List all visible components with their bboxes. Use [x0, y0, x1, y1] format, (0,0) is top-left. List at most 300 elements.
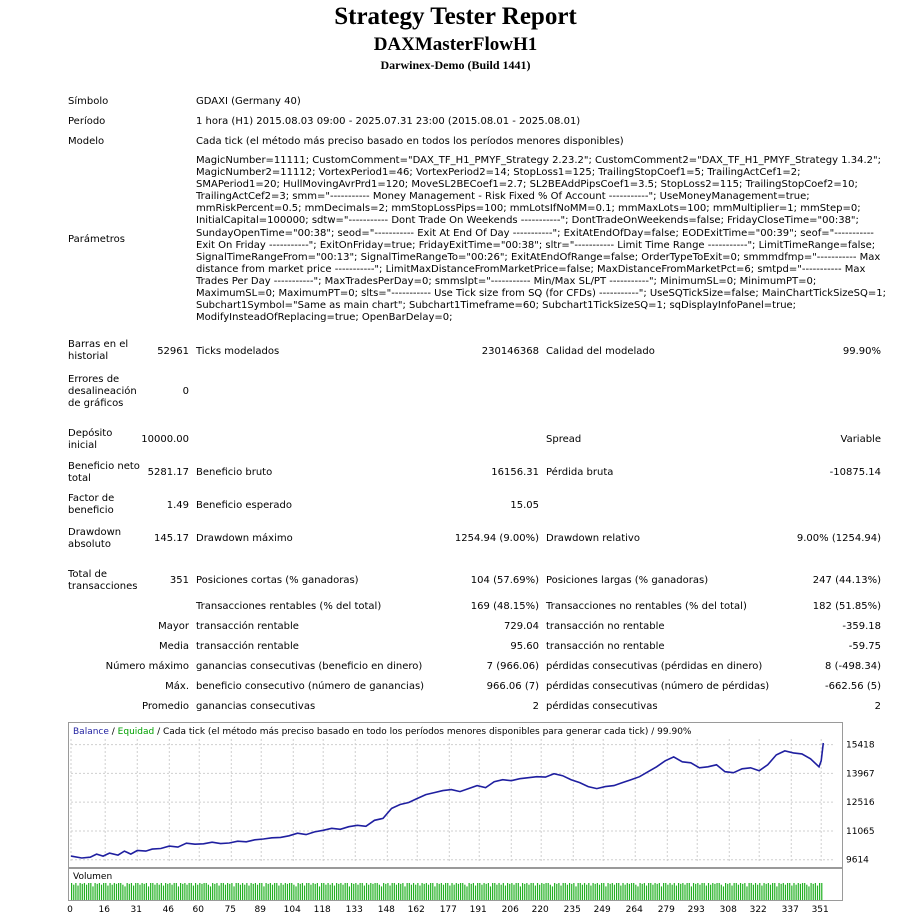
volume-bar [424, 884, 425, 900]
volume-bar [439, 884, 440, 900]
volume-bar [142, 883, 143, 900]
volume-bar [127, 883, 128, 900]
volume-bar [815, 883, 816, 900]
volume-bar [449, 886, 450, 900]
volume-bar [86, 885, 87, 900]
legend-model: Cada tick (el método más preciso basado en todo los períodos menores disponibles para generar cada tick) / 99.90% [162, 727, 692, 737]
volume-bar [625, 885, 626, 900]
volume-bar [298, 883, 299, 900]
volume-bar [565, 883, 566, 900]
volume-bar [304, 886, 305, 900]
volume-bar [590, 886, 591, 900]
volume-bar [447, 883, 448, 900]
volume-bar [533, 883, 534, 900]
x-axis-ticks [67, 905, 829, 915]
volume-bar [483, 883, 484, 900]
volume-bar [372, 884, 373, 900]
params-label: Parámetros [68, 234, 125, 245]
volume-bar [261, 883, 262, 900]
errors-value: 0 [182, 386, 189, 397]
volume-bar [471, 884, 472, 900]
volume-bar [595, 884, 596, 900]
volume-bar [509, 884, 510, 900]
max-consecutive-profit-value: 966.06 (7) [486, 681, 539, 692]
total-trades-value: 351 [169, 575, 189, 586]
volume-bar [629, 884, 630, 900]
volume-bar [689, 883, 690, 900]
volume-bar [535, 886, 536, 900]
volume-bar [800, 884, 801, 900]
volume-bar [486, 884, 487, 900]
volume-bar [672, 885, 673, 900]
volume-bar [389, 886, 390, 900]
x-tick-label: 148 [377, 905, 395, 915]
volume-bar [560, 886, 561, 900]
volume-bar [368, 885, 369, 900]
volume-bar [227, 883, 228, 900]
balance-series-line [71, 743, 823, 858]
dd-absolute-label: Drawdown absoluto [68, 527, 122, 550]
avg-consecutive-losses-value: 2 [874, 701, 881, 712]
volume-bar [270, 883, 271, 900]
volume-bar [503, 883, 504, 900]
volume-bar [659, 883, 660, 900]
volume-bar [682, 883, 683, 900]
volume-bar [531, 883, 532, 900]
volume-bar [633, 883, 634, 900]
volume-bar [443, 885, 444, 900]
profit-trades-label: Transacciones rentables (% del total) [196, 601, 382, 612]
average-profit-value: 95.60 [510, 641, 539, 652]
average-loss-value: -59.75 [848, 641, 881, 652]
volume-bar [319, 886, 320, 900]
volume-bar [770, 885, 771, 900]
volume-bar [114, 883, 115, 900]
volume-bar [746, 886, 747, 900]
loss-trades-label: Transacciones no rentables (% del total) [546, 601, 747, 612]
y-tick-label: 9614 [846, 855, 869, 866]
volume-bar [413, 883, 414, 900]
volume-bar [379, 885, 380, 900]
volume-bar [721, 885, 722, 900]
volume-bar [362, 883, 363, 900]
volume-bar [135, 883, 136, 900]
deposit-value: 10000.00 [141, 434, 189, 445]
volume-bar [137, 883, 138, 900]
volume-bar [101, 885, 102, 900]
volume-bar [678, 883, 679, 900]
gross-profit-value: 16156.31 [491, 467, 539, 478]
volume-bar [648, 883, 649, 900]
volume-bar [272, 885, 273, 900]
x-tick-label: 60 [192, 905, 204, 915]
volume-bar [753, 885, 754, 900]
volume-bar [159, 885, 160, 900]
x-tick-label: 322 [749, 905, 767, 915]
dd-max-label: Drawdown máximo [196, 533, 293, 544]
bars-value: 52961 [157, 346, 189, 357]
volume-bar [464, 885, 465, 900]
volume-bar [789, 883, 790, 900]
volume-bar [740, 883, 741, 900]
volume-bar [233, 886, 234, 900]
total-trades-label: Total de transacciones [68, 569, 138, 592]
volume-bar [330, 885, 331, 900]
legend-balance: Balance [73, 727, 109, 737]
x-tick-label: 293 [687, 905, 705, 915]
volume-bar [221, 883, 222, 900]
volume-bar [77, 886, 78, 900]
long-positions-value: 247 (44.13%) [812, 575, 881, 586]
volume-bar [766, 884, 767, 900]
volume-bar [727, 884, 728, 900]
volume-bar [676, 886, 677, 900]
volume-bar [496, 885, 497, 900]
volume-bar [182, 884, 183, 900]
volume-bar [193, 886, 194, 900]
loss-trades-value: 182 (51.85%) [812, 601, 881, 612]
volume-bar [537, 883, 538, 900]
x-axis [0, 901, 911, 923]
errors-label: Errores de desalineación de gráficos [68, 374, 137, 409]
volume-bar [154, 885, 155, 900]
volume-bar [462, 883, 463, 900]
ticks-label: Ticks modelados [196, 346, 280, 357]
gross-loss-value: -10875.14 [829, 467, 881, 478]
volume-bar [251, 883, 252, 900]
volume-bar [374, 883, 375, 900]
volume-bar [167, 884, 168, 900]
volume-bar [445, 883, 446, 900]
volume-bar [563, 883, 564, 900]
volume-bar [755, 883, 756, 900]
volume-bar [244, 885, 245, 900]
volume-bar [661, 886, 662, 900]
volume-bar [107, 886, 108, 900]
x-tick-label: 191 [469, 905, 487, 915]
volume-bar [652, 885, 653, 900]
volume-bar [616, 883, 617, 900]
volume-bar [757, 885, 758, 900]
volume-bar [291, 883, 292, 900]
dd-absolute-value: 145.17 [154, 533, 189, 544]
volume-bar [400, 884, 401, 900]
y-tick-label: 11065 [846, 826, 875, 837]
volume-bar [610, 884, 611, 900]
volume-bar [152, 883, 153, 900]
volume-bar [236, 883, 237, 900]
chart-legend [73, 726, 692, 737]
volume-bar [214, 884, 215, 900]
volume-bar [195, 883, 196, 900]
largest-prefix: Mayor [158, 621, 189, 632]
balance-chart-svg [69, 723, 875, 869]
x-tick-label: 162 [407, 905, 425, 915]
volume-bar [522, 883, 523, 900]
volume-bar [265, 883, 266, 900]
volume-bar [300, 884, 301, 900]
model-label: Modelo [68, 136, 105, 147]
short-positions-value: 104 (57.69%) [470, 575, 539, 586]
volume-bar [731, 886, 732, 900]
volume-bar [712, 883, 713, 900]
max-prefix: Máx. [165, 681, 189, 692]
volume-bar [398, 883, 399, 900]
largest-profit-label: transacción rentable [196, 621, 299, 632]
volume-bar [295, 886, 296, 900]
volume-bar [776, 886, 777, 900]
volume-bar [334, 886, 335, 900]
volume-bar [257, 885, 258, 900]
dd-max-value: 1254.94 (9.00%) [454, 533, 539, 544]
volume-bar [716, 883, 717, 900]
volume-bar [749, 883, 750, 900]
volume-bar [588, 883, 589, 900]
volume-bar [810, 883, 811, 900]
avg-consecutive-wins-label: ganancias consecutivas [196, 701, 316, 712]
volume-bar [377, 883, 378, 900]
volume-bar [415, 885, 416, 900]
volume-bar [124, 886, 125, 900]
volume-bar [321, 883, 322, 900]
volume-bar [174, 883, 175, 900]
volume-bar [118, 883, 119, 900]
volume-bar [618, 883, 619, 900]
max-consecutive-profit-label: beneficio consecutivo (número de ganancias) [196, 681, 425, 692]
volume-bar [451, 883, 452, 900]
volume-bar [82, 884, 83, 900]
volume-bar [763, 883, 764, 900]
expected-payoff-value: 15.05 [510, 500, 539, 511]
volume-bar [612, 883, 613, 900]
volume-bar [218, 886, 219, 900]
gross-loss-label: Pérdida bruta [546, 467, 614, 478]
volume-bar [665, 883, 666, 900]
volume-bar [225, 885, 226, 900]
volume-bar [246, 883, 247, 900]
volume-bar [511, 883, 512, 900]
volume-bar [599, 885, 600, 900]
legend-equity: Equidad [117, 727, 155, 737]
volume-bar [657, 884, 658, 900]
legend-separator-2: / [154, 727, 163, 737]
volume-bar [781, 884, 782, 900]
volume-bar [490, 886, 491, 900]
volume-bar [133, 886, 134, 900]
volume-bar [573, 883, 574, 900]
volume-bar [97, 884, 98, 900]
max-consecutive-wins-label: ganancias consecutivas (beneficio en dinero) [196, 661, 423, 672]
volume-bar [774, 883, 775, 900]
volume-bar [456, 883, 457, 900]
volume-bar [92, 886, 93, 900]
volume-bar [129, 884, 130, 900]
volume-bar [556, 884, 557, 900]
volume-bar [302, 883, 303, 900]
volume-bar [646, 886, 647, 900]
volume-bar [554, 883, 555, 900]
volume-bar [285, 883, 286, 900]
volume-bar [255, 883, 256, 900]
volume-bar [394, 883, 395, 900]
volume-bar [280, 883, 281, 900]
volume-bar [687, 883, 688, 900]
volume-bar [571, 884, 572, 900]
volume-bar [806, 885, 807, 900]
volume-bar [231, 883, 232, 900]
volume-bar [150, 883, 151, 900]
volume-bar [601, 883, 602, 900]
volume-bar [131, 883, 132, 900]
volume-bar [80, 883, 81, 900]
volume-bar [169, 883, 170, 900]
volume-bar [607, 883, 608, 900]
volume-bar [73, 885, 74, 900]
average-loss-label: transacción no rentable [546, 641, 665, 652]
volume-bar [736, 883, 737, 900]
volume-label: Volumen [73, 872, 113, 882]
volume-bar [701, 883, 702, 900]
profit-factor-value: 1.49 [166, 500, 189, 511]
volume-bar [637, 886, 638, 900]
volume-bar [216, 883, 217, 900]
volume-bar [751, 883, 752, 900]
volume-bar [494, 883, 495, 900]
x-tick-label: 16 [98, 905, 110, 915]
volume-bar [785, 885, 786, 900]
max-consecutive-loss-value: -662.56 (5) [825, 681, 881, 692]
volume-bar [817, 886, 818, 900]
volume-bar [201, 884, 202, 900]
volume-bar [276, 883, 277, 900]
volume-bar [103, 883, 104, 900]
volume-chart [68, 868, 843, 901]
volume-bar [165, 883, 166, 900]
volume-bar [411, 885, 412, 900]
x-tick-label: 235 [563, 905, 581, 915]
volume-bar [669, 883, 670, 900]
volume-bar [161, 883, 162, 900]
volume-bar [667, 885, 668, 900]
volume-bar [642, 884, 643, 900]
volume-bar [293, 885, 294, 900]
volume-bar [729, 883, 730, 900]
volume-bar [392, 883, 393, 900]
volume-bar [240, 885, 241, 900]
volume-bar [402, 883, 403, 900]
volume-bar [268, 884, 269, 900]
volume-bar [802, 883, 803, 900]
symbol-value: GDAXI (Germany 40) [196, 96, 301, 107]
volume-bar [116, 884, 117, 900]
volume-bar [436, 883, 437, 900]
period-value: 1 hora (H1) 2015.08.03 09:00 - 2025.07.31 23:00 (2015.08.01 - 2025.08.01) [196, 116, 581, 127]
volume-bar [434, 886, 435, 900]
volume-bar [283, 885, 284, 900]
volume-bar [466, 886, 467, 900]
volume-bar [430, 883, 431, 900]
volume-bar [578, 883, 579, 900]
max-consecutive-wins-value: 7 (966.06) [486, 661, 539, 672]
volume-bar [176, 883, 177, 900]
volume-chart-svg [69, 869, 844, 902]
volume-bar [347, 883, 348, 900]
volume-bar [631, 883, 632, 900]
volume-bar [723, 886, 724, 900]
volume-bar [738, 885, 739, 900]
y-axis-ticks [846, 741, 875, 866]
spread-label: Spread [546, 434, 582, 445]
volume-bar [441, 883, 442, 900]
volume-bar [821, 883, 822, 900]
period-label: Período [68, 116, 106, 127]
volume-bar [622, 883, 623, 900]
volume-bar [99, 883, 100, 900]
y-tick-label: 15418 [846, 740, 875, 751]
largest-loss-value: -359.18 [842, 621, 881, 632]
volume-bar [88, 883, 89, 900]
volume-bar [422, 883, 423, 900]
model-value: Cada tick (el método más preciso basado en todos los períodos menores disponibles) [196, 136, 624, 147]
symbol-label: Símbolo [68, 96, 109, 107]
x-tick-label: 177 [439, 905, 457, 915]
volume-bar [516, 883, 517, 900]
volume-bar [488, 883, 489, 900]
volume-bar [742, 884, 743, 900]
volume-bar [501, 885, 502, 900]
volume-bar [699, 885, 700, 900]
volume-bar [695, 884, 696, 900]
volume-bar [793, 883, 794, 900]
x-tick-label: 351 [811, 905, 829, 915]
x-tick-label: 104 [283, 905, 301, 915]
volume-bar [644, 883, 645, 900]
volume-bar [796, 885, 797, 900]
volume-bar [210, 886, 211, 900]
volume-bar [597, 883, 598, 900]
x-tick-label: 31 [130, 905, 142, 915]
volume-bar [120, 883, 121, 900]
short-positions-label: Posiciones cortas (% ganadoras) [196, 575, 359, 586]
volume-bar [458, 884, 459, 900]
long-positions-label: Posiciones largas (% ganadoras) [546, 575, 709, 586]
volume-bar [186, 885, 187, 900]
expert-name: DAXMasterFlowH1 [373, 34, 538, 55]
volume-bar [693, 883, 694, 900]
volume-bar [550, 885, 551, 900]
x-tick-label: 133 [345, 905, 363, 915]
volume-bar [426, 883, 427, 900]
volume-bar [592, 883, 593, 900]
max-consecutive-loss-label: pérdidas consecutivas (número de pérdidas) [546, 681, 770, 692]
volume-bar [238, 883, 239, 900]
volume-bar [259, 883, 260, 900]
net-profit-label: Beneficio neto total [68, 461, 140, 484]
volume-bar [548, 883, 549, 900]
volume-bar [310, 885, 311, 900]
volume-bar [338, 884, 339, 900]
volume-bar [242, 883, 243, 900]
volume-bar [105, 883, 106, 900]
volume-bar [526, 883, 527, 900]
volume-bar [178, 886, 179, 900]
volume-bar [710, 885, 711, 900]
volume-bar [584, 883, 585, 900]
balance-chart [68, 722, 875, 868]
volume-bar [342, 885, 343, 900]
x-tick-label: 249 [593, 905, 611, 915]
x-tick-label: 46 [162, 905, 175, 915]
